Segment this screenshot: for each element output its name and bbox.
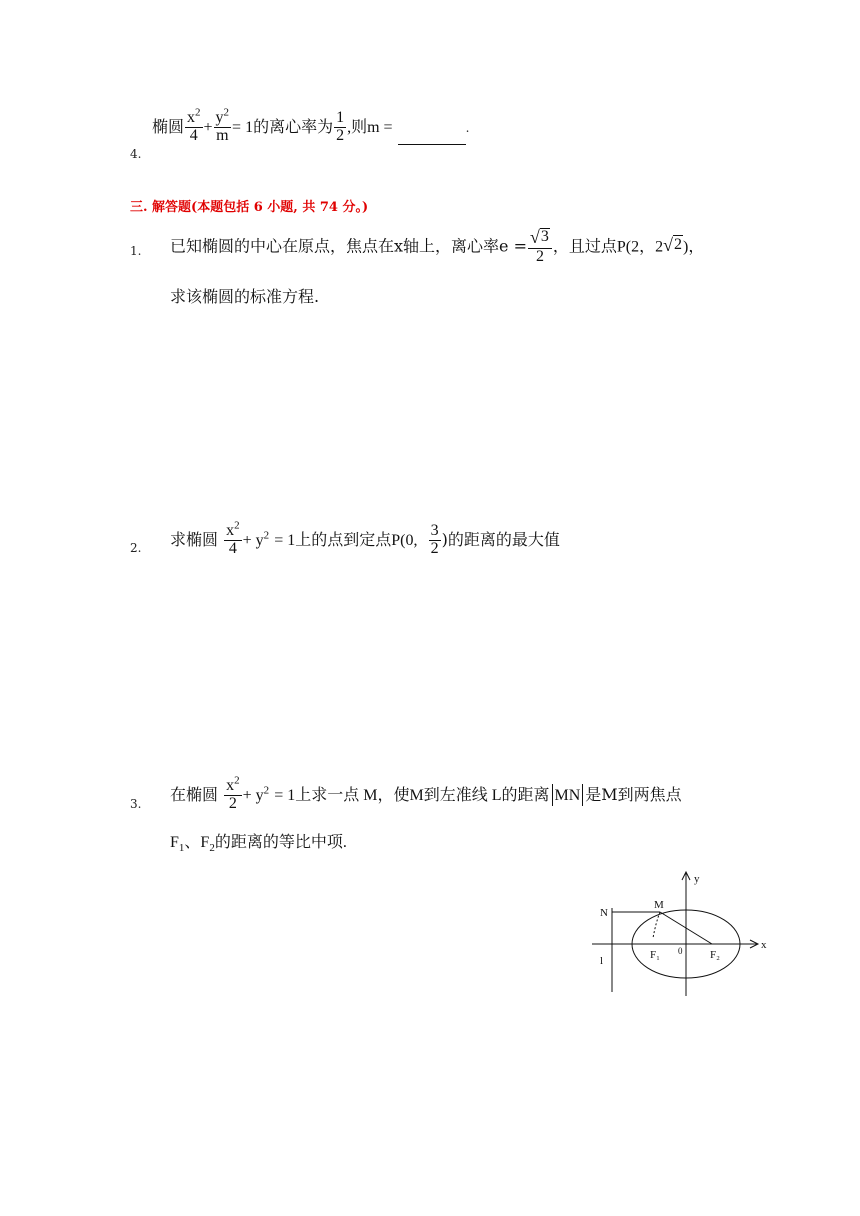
problem-1-line-2: 求该椭圆的标准方程. (170, 287, 320, 306)
fraction-x2-over-4: $\frac{x^2}{4}$ (226, 519, 240, 557)
p1-text-a: 已知椭圆的中心在原点，焦点在x轴上，离心率e = (170, 236, 527, 256)
point-m-label: M (654, 899, 664, 911)
fraction-x2-over-2: $\frac{x^2}{2}$ (226, 774, 240, 812)
q4-prefix: 椭圆 (152, 116, 185, 136)
directrix-label: l (600, 955, 604, 967)
focus-f1-label: F₁ (650, 949, 660, 961)
p3-text-d: 是M到两焦点 (585, 784, 682, 804)
p2-text-d: )的距离的最大值 (441, 529, 560, 549)
fraction-y2-over-m: $\frac{y^2}{m}$ (215, 106, 230, 144)
ellipse-diagram (590, 868, 780, 998)
p2-plus-y2: + $y^2$ (242, 529, 270, 549)
x-axis-label: x (761, 939, 767, 951)
p2-text-c: = 1上的点到定点P(0, (274, 531, 418, 549)
problem-3-line-1 (170, 774, 682, 813)
problem-2-line (170, 519, 560, 558)
problem-number: 3. (130, 797, 142, 811)
fill-blank-question (152, 106, 470, 145)
point-n-label: N (600, 907, 608, 919)
p3-plus-y2: + $y^2$ (242, 784, 270, 804)
p1-text-c: )， (683, 238, 705, 256)
question-number: 4. (130, 147, 142, 161)
q4-then-text: ,则m = (347, 118, 393, 136)
plus-sign: + (203, 118, 213, 136)
fraction-sqrt3-over-2: √ 3 2 (528, 228, 552, 266)
origin-label: 0 (678, 946, 683, 956)
sqrt-2: √ 2 (663, 235, 683, 256)
problem-number: 2. (130, 541, 142, 555)
equals-one: = 1 (232, 118, 254, 136)
answer-blank[interactable] (398, 130, 466, 145)
p1-text-b: ，且过点P(2，2 (552, 238, 664, 256)
fraction-3-over-2: $\frac{3}{2}$ (430, 522, 439, 557)
problem-3-line-2: $F_1$、$F_2$的距离的等比中项. (170, 834, 347, 855)
focus-f2-label: F₂ (710, 949, 720, 961)
segment-mn: MN (554, 786, 581, 804)
fraction-x2-over-4: $\frac{x^2}{4}$ (187, 106, 201, 144)
p3-text-a: 在椭圆 (170, 784, 219, 804)
q4-end-period: . (465, 120, 470, 135)
section-title: 三. 解答题(本题包括 6 小题, 共 74 分。) (130, 200, 369, 215)
problem-number: 1. (130, 244, 142, 258)
fraction-one-half: $\frac{1}{2}$ (336, 109, 345, 144)
p3-text-c: = 1上求一点 M，使M到左准线 L的距离 (274, 786, 550, 804)
q4-middle-text: 的离心率为 (253, 116, 334, 136)
p2-text-a: 求椭圆 (170, 529, 219, 549)
y-axis-label: y (694, 873, 700, 885)
problem-1-line-1 (170, 228, 704, 266)
